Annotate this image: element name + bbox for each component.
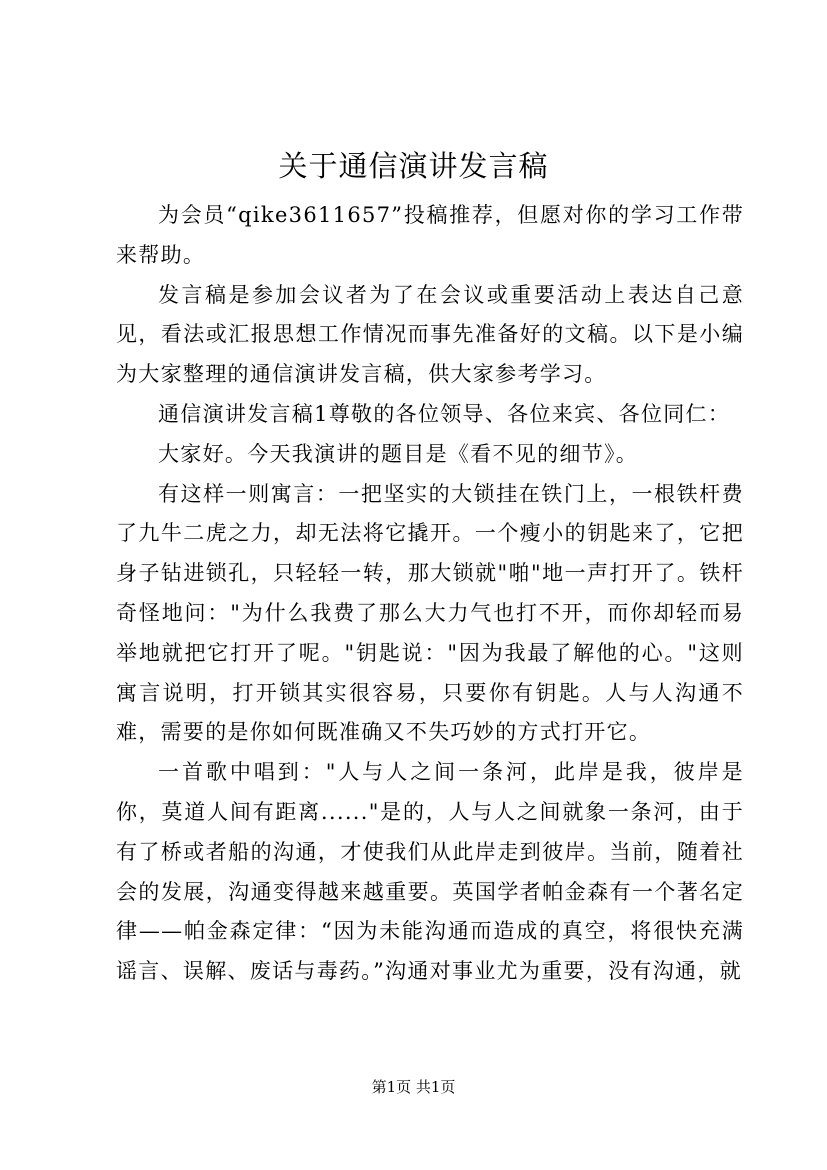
document-title: 关于通信演讲发言稿 <box>278 149 549 183</box>
document-body <box>116 196 744 992</box>
paragraph-salutation: 通信演讲发言稿1尊敬的各位领导、各位来宾、各位同仁： <box>158 401 731 426</box>
paragraph-contribution-note: 为会员“qike3611657”投稿推荐，但愿对你的学习工作带来帮助。 <box>116 203 744 267</box>
page-footer: 第1页 共1页 <box>371 1078 456 1096</box>
paragraph-fable: 有这样一则寓言：一把坚实的大锁挂在铁门上，一根铁杆费了九牛二虎之力，却无法将它撬开。一个瘦小的钥匙来了，它把身子钻进锁孔，只轻轻一转，那大锁就"啪"地一声打开了。铁杆奇怪地问："为什么我费了那么大力气也打不开，而你却轻而易举地就把它打开了呢。"钥匙说："因为我最了解他的心。"这则寓言说明，打开锁其实很容易，只要你有钥匙。人与人沟通不难，需要的是你如何既准确又不失巧妙的方式打开它。 <box>116 481 744 745</box>
paragraph-greeting: 大家好。今天我演讲的题目是《看不见的细节》。 <box>158 441 639 466</box>
paragraph-song: 一首歌中唱到："人与人之间一条河，此岸是我，彼岸是你，莫道人间有距离......"是的，人与人之间就象一条河，由于有了桥或者船的沟通，才使我们从此岸走到彼岸。当前，随着社会的发展，沟通变得越来越重要。英国学者帕金森有一个著名定律——帕金森定律：“因为未能沟通而造成的真空，将很快充满谣言、误解、废话与毒药。”沟通对事业尤为重要，没有沟通，就 <box>116 760 744 984</box>
paragraph-introduction: 发言稿是参加会议者为了在会议或重要活动上表达自己意见，看法或汇报思想工作情况而事先准备好的文稿。以下是小编为大家整理的通信演讲发言稿，供大家参考学习。 <box>116 282 744 387</box>
